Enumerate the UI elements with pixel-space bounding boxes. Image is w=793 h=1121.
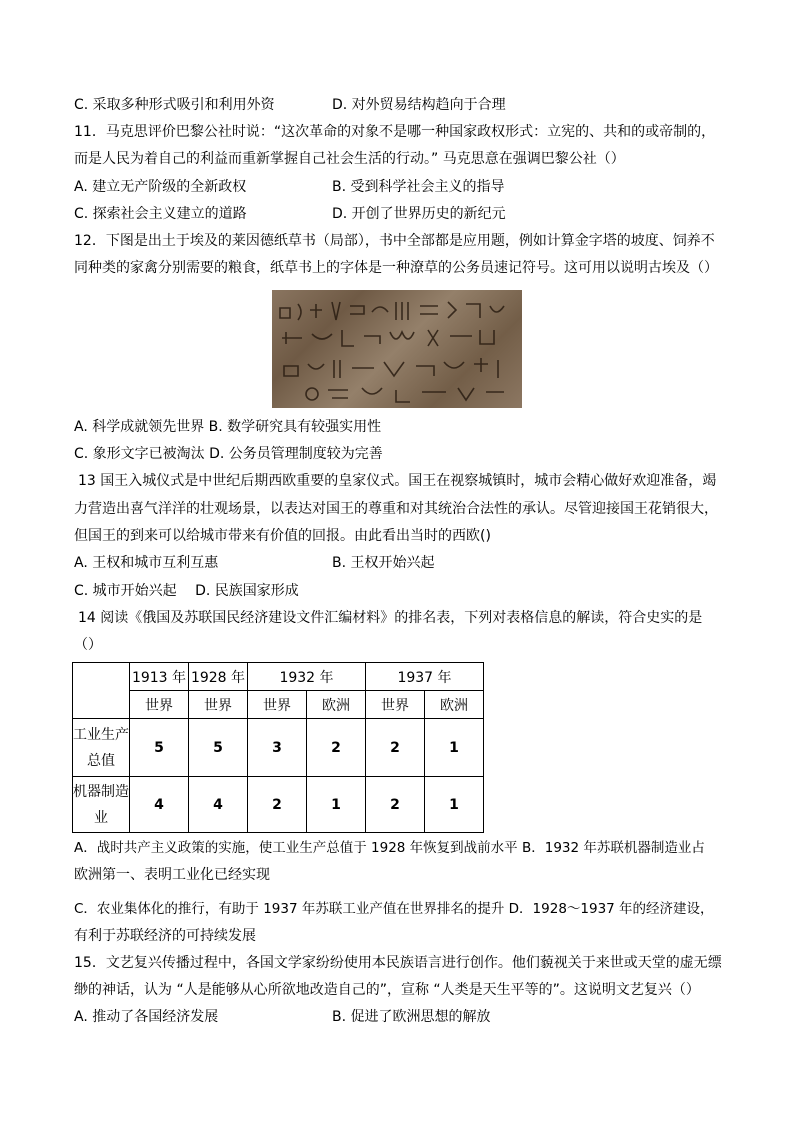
q13-stem-line-2: 力营造出喜气洋洋的壮观场景，以表达对国王的尊重和对其统治合法性的承认。尽管迎接国王花销很大， (74, 501, 718, 517)
q11-option-c: C. 探索社会主义建立的道路 (74, 206, 247, 222)
row-label-line: 工业生产 (73, 726, 129, 743)
rank-cell: 2 (366, 777, 425, 833)
rank-cell: 1 (425, 719, 484, 777)
rank-cell: 2 (307, 719, 366, 777)
q13-option-a: A. 王权和城市互利互惠 (74, 555, 219, 571)
row-label-line: 业 (94, 809, 108, 826)
scope-header: 世界 (189, 691, 248, 719)
scope-header: 世界 (366, 691, 425, 719)
q13-option-b: B. 王权开始兴起 (332, 555, 435, 571)
q11-stem-line-2: 而是人民为着自己的利益而重新掌握自己社会生活的行动。” 马克思意在强调巴黎公社（） (74, 151, 625, 167)
q14-stem-line-1: 14 阅读《俄国及苏联国民经济建设文件汇编材料》的排名表，下列对表格信息的解读，符合史实的是 (78, 610, 703, 626)
year-header: 1913 年 (130, 663, 189, 691)
rank-cell: 4 (130, 777, 189, 833)
q13-stem-line-3: 但国王的到来可以给城市带来有价值的回报。由此看出当时的西欧() (74, 528, 491, 544)
row-label (73, 719, 130, 777)
scope-header: 欧洲 (425, 691, 484, 719)
q14-options-ab-line-2: 欧洲第一、表明工业化已经实现 (74, 867, 270, 883)
rank-cell: 3 (248, 719, 307, 777)
q14-options-cd-line-2: 有利于苏联经济的可持续发展 (74, 928, 256, 944)
q11-option-a: A. 建立无产阶级的全新政权 (74, 179, 247, 195)
year-header: 1932 年 (248, 663, 366, 691)
q10-option-d: D. 对外贸易结构趋向于合理 (332, 97, 506, 113)
row-label-line: 机器制造 (73, 783, 129, 800)
row-label-line: 总值 (87, 752, 115, 769)
ranking-table (72, 662, 484, 833)
q12-stem-line-2: 同种类的家禽分别需要的粮食，纸草书上的字体是一种潦草的公务员速记符号。这可用以说明古埃及（） (74, 260, 718, 276)
q11-stem-line-1: 11．马克思评价巴黎公社时说：“这次革命的对象不是哪一种国家政权形式：立宪的、共和的或帝制的， (74, 124, 716, 140)
scope-header: 世界 (130, 691, 189, 719)
q11-option-b: B. 受到科学社会主义的指导 (332, 179, 505, 195)
q12-options-ab: A. 科学成就领先世界 B. 数学研究具有较强实用性 (74, 419, 382, 435)
q15-stem-line-2: 缈的神话，认为 “人是能够从心所欲地改造自己的”，宣称 “人类是天生平等的”。这说明文艺复兴（） (74, 982, 700, 998)
rank-cell: 2 (366, 719, 425, 777)
rank-cell: 1 (307, 777, 366, 833)
table-corner-cell (73, 663, 130, 719)
q15-option-a: A. 推动了各国经济发展 (74, 1009, 219, 1025)
q14-options-ab-line-1: A．战时共产主义政策的实施，使工业生产总值于 1928 年恢复到战前水平 B．1932 年苏联机器制造业占 (74, 840, 705, 856)
q15-option-b: B. 促进了欧洲思想的解放 (332, 1009, 491, 1025)
q13-stem-line-1: 13 国王入城仪式是中世纪后期西欧重要的皇家仪式。国王在视察城镇时，城市会精心做好欢迎准备，竭 (78, 473, 717, 489)
q14-stem-line-2: （） (74, 637, 102, 653)
scope-header: 欧洲 (307, 691, 366, 719)
year-header: 1928 年 (189, 663, 248, 691)
q15-stem-line-1: 15．文艺复兴传播过程中，各国文学家纷纷使用本民族语言进行创作。他们藐视关于来世或天堂的虚无缥 (74, 955, 722, 971)
q13-options-cd: C. 城市开始兴起 D. 民族国家形成 (74, 583, 299, 599)
table-row (73, 777, 484, 833)
q12-stem-line-1: 12．下图是出土于埃及的莱因德纸草书（局部），书中全部都是应用题，例如计算金字塔的坡度、饲养不 (74, 233, 715, 249)
rhind-papyrus-image (272, 290, 522, 408)
rank-cell: 1 (425, 777, 484, 833)
row-label (73, 777, 130, 833)
rank-cell: 2 (248, 777, 307, 833)
scope-header: 世界 (248, 691, 307, 719)
q14-options-cd-line-1: C．农业集体化的推行，有助于 1937 年苏联工业产值在世界排名的提升 D．1928～1937 年的经济建设， (74, 901, 714, 917)
year-header: 1937 年 (366, 663, 484, 691)
q10-option-c: C. 采取多种形式吸引和利用外资 (74, 97, 275, 113)
rank-cell: 4 (189, 777, 248, 833)
rank-cell: 5 (189, 719, 248, 777)
table-row (73, 719, 484, 777)
q12-options-cd: C. 象形文字已被淘汰 D. 公务员管理制度较为完善 (74, 446, 383, 462)
rank-cell: 5 (130, 719, 189, 777)
q11-option-d: D. 开创了世界历史的新纪元 (332, 206, 506, 222)
